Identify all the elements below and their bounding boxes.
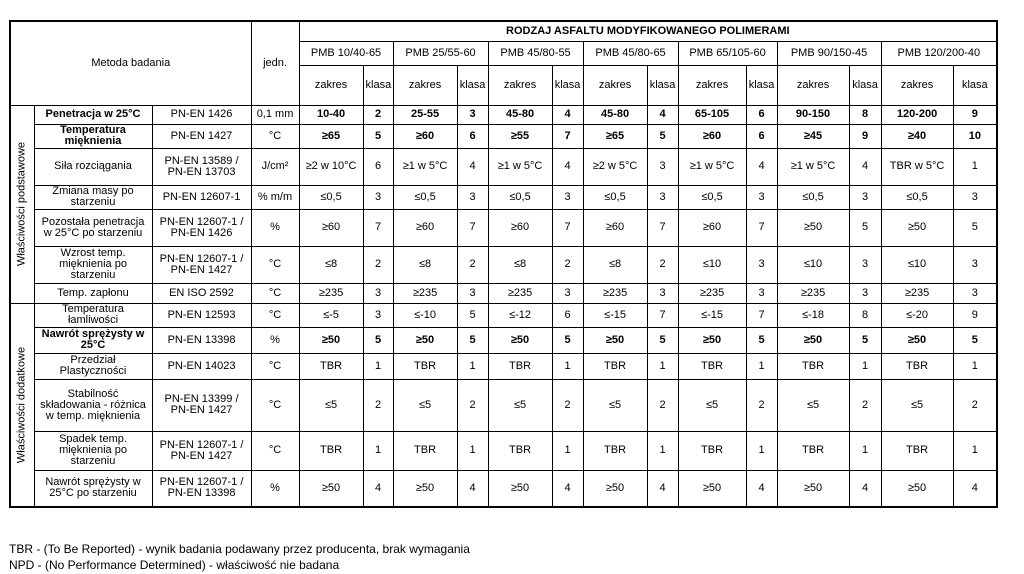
range-value: ≥50 — [393, 470, 457, 507]
class-value: 3 — [457, 105, 488, 124]
range-value: ≤-15 — [678, 303, 746, 327]
class-value: 1 — [552, 431, 583, 470]
class-value: 4 — [849, 148, 881, 185]
range-value: TBR — [678, 353, 746, 379]
test-standard: PN-EN 12607-1 / PN-EN 1426 — [152, 209, 251, 246]
range-value: ≤5 — [881, 379, 953, 431]
table-row — [10, 303, 997, 327]
range-value: ≤5 — [777, 379, 849, 431]
class-value: 5 — [363, 124, 393, 148]
range-value: ≤0,5 — [777, 185, 849, 209]
range-value: ≥60 — [393, 209, 457, 246]
class-value: 3 — [647, 283, 678, 303]
class-value: 3 — [849, 185, 881, 209]
range-value: ≥65 — [583, 124, 647, 148]
class-value: 3 — [746, 185, 777, 209]
class-subheader: klasa — [363, 65, 393, 105]
class-value: 4 — [647, 470, 678, 507]
class-value: 2 — [363, 246, 393, 283]
range-subheader: zakres — [583, 65, 647, 105]
class-value: 2 — [457, 379, 488, 431]
range-subheader: zakres — [393, 65, 457, 105]
range-value: ≥55 — [488, 124, 552, 148]
class-value: 3 — [953, 185, 997, 209]
class-value: 1 — [849, 353, 881, 379]
class-subheader: klasa — [953, 65, 997, 105]
range-value: TBR — [777, 431, 849, 470]
range-value: ≤0,5 — [488, 185, 552, 209]
unit: % — [251, 470, 299, 507]
range-value: ≥60 — [583, 209, 647, 246]
test-standard: PN-EN 12593 — [152, 303, 251, 327]
range-value: ≥235 — [777, 283, 849, 303]
class-value: 3 — [953, 246, 997, 283]
range-value: ≤10 — [678, 246, 746, 283]
range-value: 120-200 — [881, 105, 953, 124]
range-value: TBR — [881, 431, 953, 470]
range-value: ≥50 — [678, 327, 746, 353]
unit: % m/m — [251, 185, 299, 209]
class-value: 1 — [647, 431, 678, 470]
table-row — [10, 105, 997, 124]
range-value: ≥60 — [488, 209, 552, 246]
table-row — [10, 327, 997, 353]
class-value: 10 — [953, 124, 997, 148]
class-value: 1 — [363, 431, 393, 470]
range-value: ≥50 — [777, 470, 849, 507]
range-value: ≤0,5 — [881, 185, 953, 209]
test-standard: PN-EN 12607-1 / PN-EN 1427 — [152, 431, 251, 470]
class-value: 4 — [457, 470, 488, 507]
class-value: 1 — [746, 353, 777, 379]
table-row — [10, 124, 997, 148]
basic-properties-group-label: Właściwości podstawowe — [15, 141, 28, 267]
class-value: 1 — [953, 353, 997, 379]
range-value: ≥50 — [299, 470, 363, 507]
range-value: ≤10 — [881, 246, 953, 283]
range-value: ≥50 — [881, 470, 953, 507]
range-value: ≥65 — [299, 124, 363, 148]
unit-header: jedn. — [251, 21, 299, 105]
property-name: Pozostała penetracja w 25°C po starzeniu — [34, 209, 152, 246]
class-value: 1 — [363, 353, 393, 379]
asphalt-spec-table — [9, 20, 998, 508]
range-value: ≤5 — [583, 379, 647, 431]
class-value: 7 — [457, 209, 488, 246]
range-value: TBR — [488, 431, 552, 470]
class-value: 4 — [552, 105, 583, 124]
class-value: 2 — [746, 379, 777, 431]
range-value: ≥60 — [393, 124, 457, 148]
class-subheader: klasa — [849, 65, 881, 105]
class-value: 3 — [746, 283, 777, 303]
table-row — [10, 353, 997, 379]
range-value: ≥60 — [678, 124, 746, 148]
range-value: ≥1 w 5°C — [678, 148, 746, 185]
class-value: 6 — [552, 303, 583, 327]
class-value: 5 — [647, 124, 678, 148]
class-value: 1 — [457, 353, 488, 379]
range-value: 10-40 — [299, 105, 363, 124]
range-value: ≥2 w 5°C — [583, 148, 647, 185]
range-value: ≥235 — [488, 283, 552, 303]
range-value: ≤8 — [393, 246, 457, 283]
unit: °C — [251, 246, 299, 283]
class-value: 1 — [746, 431, 777, 470]
class-value: 1 — [953, 148, 997, 185]
class-value: 7 — [552, 124, 583, 148]
range-value: 90-150 — [777, 105, 849, 124]
table-row — [10, 185, 997, 209]
class-value: 2 — [647, 379, 678, 431]
range-subheader: zakres — [881, 65, 953, 105]
range-value: TBR — [881, 353, 953, 379]
test-standard: PN-EN 1427 — [152, 124, 251, 148]
range-value: TBR — [583, 431, 647, 470]
test-standard: PN-EN 13398 — [152, 327, 251, 353]
class-value: 5 — [849, 209, 881, 246]
unit: °C — [251, 353, 299, 379]
range-subheader: zakres — [678, 65, 746, 105]
class-value: 1 — [953, 431, 997, 470]
range-value: ≤5 — [299, 379, 363, 431]
unit: °C — [251, 124, 299, 148]
range-value: ≥60 — [299, 209, 363, 246]
range-value: TBR — [583, 353, 647, 379]
test-standard: PN-EN 13589 / PN-EN 13703 — [152, 148, 251, 185]
class-value: 3 — [746, 246, 777, 283]
range-value: 45-80 — [583, 105, 647, 124]
class-value: 1 — [647, 353, 678, 379]
class-value: 4 — [552, 148, 583, 185]
unit: °C — [251, 379, 299, 431]
test-standard: PN-EN 12607-1 — [152, 185, 251, 209]
range-value: ≤-10 — [393, 303, 457, 327]
class-value: 6 — [746, 124, 777, 148]
property-name: Penetracja w 25°C — [34, 105, 152, 124]
class-value: 1 — [849, 431, 881, 470]
range-value: ≥235 — [678, 283, 746, 303]
class-subheader: klasa — [457, 65, 488, 105]
class-value: 3 — [363, 283, 393, 303]
range-value: ≥1 w 5°C — [488, 148, 552, 185]
range-value: ≤8 — [299, 246, 363, 283]
table-row — [10, 431, 997, 470]
class-value: 4 — [953, 470, 997, 507]
table-row — [10, 148, 997, 185]
class-value: 6 — [457, 124, 488, 148]
class-value: 5 — [647, 327, 678, 353]
class-value: 3 — [552, 283, 583, 303]
range-value: TBR — [678, 431, 746, 470]
class-value: 2 — [552, 246, 583, 283]
class-value: 5 — [457, 303, 488, 327]
range-subheader: zakres — [777, 65, 849, 105]
range-value: 25-55 — [393, 105, 457, 124]
class-value: 4 — [457, 148, 488, 185]
table-row — [10, 246, 997, 283]
asphalt-type-header: PMB 10/40-65 — [299, 41, 393, 65]
additional-properties-group-label: Właściwości dodatkowe — [15, 346, 28, 463]
property-name: Temperatura łamliwości — [34, 303, 152, 327]
class-value: 3 — [849, 283, 881, 303]
class-value: 7 — [746, 303, 777, 327]
range-value: ≤10 — [777, 246, 849, 283]
class-value: 8 — [849, 105, 881, 124]
property-name: Wzrost temp. mięknienia po starzeniu — [34, 246, 152, 283]
property-name: Nawrót sprężysty w 25°C — [34, 327, 152, 353]
range-value: ≥40 — [881, 124, 953, 148]
property-name: Temp. zapłonu — [34, 283, 152, 303]
basic-properties-group — [10, 105, 34, 303]
class-value: 3 — [363, 185, 393, 209]
unit: 0,1 mm — [251, 105, 299, 124]
test-standard: PN-EN 1426 — [152, 105, 251, 124]
note-tbr: TBR - (To Be Reported) - wynik badania podawany przez producenta, brak wymagania — [9, 542, 470, 556]
asphalt-type-header: PMB 25/55-60 — [393, 41, 488, 65]
table-row — [10, 379, 997, 431]
range-value: ≥1 w 5°C — [777, 148, 849, 185]
class-value: 3 — [849, 246, 881, 283]
range-value: ≤5 — [393, 379, 457, 431]
range-value: ≤-12 — [488, 303, 552, 327]
class-value: 2 — [363, 105, 393, 124]
range-value: ≤-15 — [583, 303, 647, 327]
range-value: ≤0,5 — [583, 185, 647, 209]
range-value: TBR — [777, 353, 849, 379]
class-value: 2 — [363, 379, 393, 431]
range-value: ≥45 — [777, 124, 849, 148]
class-value: 4 — [363, 470, 393, 507]
property-name: Stabilność składowania - różnica w temp. mięknienia — [34, 379, 152, 431]
additional-properties-group — [10, 303, 34, 507]
class-value: 3 — [457, 283, 488, 303]
range-value: ≤0,5 — [393, 185, 457, 209]
range-value: TBR w 5°C — [881, 148, 953, 185]
class-value: 5 — [363, 327, 393, 353]
range-value: TBR — [393, 353, 457, 379]
range-value: ≥50 — [583, 470, 647, 507]
class-value: 9 — [849, 124, 881, 148]
test-standard: PN-EN 13399 / PN-EN 1427 — [152, 379, 251, 431]
class-value: 7 — [746, 209, 777, 246]
property-name: Temperatura mięknienia — [34, 124, 152, 148]
class-value: 8 — [849, 303, 881, 327]
class-value: 3 — [953, 283, 997, 303]
unit: J/cm² — [251, 148, 299, 185]
class-value: 4 — [746, 470, 777, 507]
class-value: 9 — [953, 303, 997, 327]
range-value: ≥50 — [488, 327, 552, 353]
range-value: ≤0,5 — [678, 185, 746, 209]
range-value: 45-80 — [488, 105, 552, 124]
note-npd: NPD - (No Performance Determined) - właściwość nie badana — [9, 558, 340, 572]
range-value: ≥50 — [299, 327, 363, 353]
range-subheader: zakres — [299, 65, 363, 105]
class-value: 5 — [849, 327, 881, 353]
range-value: ≤-5 — [299, 303, 363, 327]
class-value: 2 — [552, 379, 583, 431]
class-value: 6 — [746, 105, 777, 124]
range-value: 65-105 — [678, 105, 746, 124]
range-value: ≤8 — [488, 246, 552, 283]
range-value: ≤5 — [488, 379, 552, 431]
unit: °C — [251, 283, 299, 303]
range-value: TBR — [299, 353, 363, 379]
property-name: Zmiana masy po starzeniu — [34, 185, 152, 209]
range-value: ≤8 — [583, 246, 647, 283]
range-value: TBR — [299, 431, 363, 470]
class-value: 4 — [647, 105, 678, 124]
class-value: 7 — [363, 209, 393, 246]
range-value: ≥1 w 5°C — [393, 148, 457, 185]
asphalt-type-group-header: RODZAJ ASFALTU MODYFIKOWANEGO POLIMERAMI — [299, 21, 997, 41]
unit: % — [251, 209, 299, 246]
class-value: 3 — [363, 303, 393, 327]
range-value: ≤0,5 — [299, 185, 363, 209]
class-value: 4 — [552, 470, 583, 507]
class-value: 1 — [552, 353, 583, 379]
range-value: ≥235 — [393, 283, 457, 303]
range-value: ≤-20 — [881, 303, 953, 327]
range-value: ≥50 — [583, 327, 647, 353]
range-value: ≥50 — [678, 470, 746, 507]
asphalt-type-header: PMB 45/80-55 — [488, 41, 583, 65]
test-standard: EN ISO 2592 — [152, 283, 251, 303]
range-value: ≥50 — [881, 209, 953, 246]
class-subheader: klasa — [552, 65, 583, 105]
table-row — [10, 209, 997, 246]
property-name: Przedział Plastyczności — [34, 353, 152, 379]
class-value: 3 — [457, 185, 488, 209]
unit: °C — [251, 303, 299, 327]
range-value: ≥235 — [299, 283, 363, 303]
class-value: 7 — [647, 209, 678, 246]
method-header: Metoda badania — [10, 21, 251, 105]
class-value: 7 — [647, 303, 678, 327]
range-value: ≥50 — [881, 327, 953, 353]
class-value: 7 — [552, 209, 583, 246]
asphalt-type-header: PMB 90/150-45 — [777, 41, 881, 65]
class-value: 5 — [457, 327, 488, 353]
class-value: 2 — [953, 379, 997, 431]
property-name: Nawrót sprężysty w 25°C po starzeniu — [34, 470, 152, 507]
test-standard: PN-EN 14023 — [152, 353, 251, 379]
class-value: 3 — [647, 185, 678, 209]
class-value: 5 — [552, 327, 583, 353]
class-value: 2 — [647, 246, 678, 283]
asphalt-type-header: PMB 65/105-60 — [678, 41, 777, 65]
range-value: ≥50 — [393, 327, 457, 353]
class-value: 3 — [552, 185, 583, 209]
class-subheader: klasa — [647, 65, 678, 105]
range-value: ≥235 — [583, 283, 647, 303]
class-value: 9 — [953, 105, 997, 124]
property-name: Siła rozciągania — [34, 148, 152, 185]
class-value: 5 — [953, 327, 997, 353]
range-value: ≥50 — [488, 470, 552, 507]
property-name: Spadek temp. mięknienia po starzeniu — [34, 431, 152, 470]
range-value: ≥50 — [777, 327, 849, 353]
range-value: ≥50 — [777, 209, 849, 246]
class-value: 5 — [953, 209, 997, 246]
class-value: 3 — [647, 148, 678, 185]
class-value: 6 — [363, 148, 393, 185]
unit: °C — [251, 431, 299, 470]
range-subheader: zakres — [488, 65, 552, 105]
class-value: 4 — [746, 148, 777, 185]
class-value: 5 — [746, 327, 777, 353]
class-value: 1 — [457, 431, 488, 470]
asphalt-type-header: PMB 120/200-40 — [881, 41, 997, 65]
class-value: 2 — [457, 246, 488, 283]
cropped-caption — [60, 0, 660, 7]
table-row — [10, 470, 997, 507]
range-value: ≥235 — [881, 283, 953, 303]
asphalt-type-header: PMB 45/80-65 — [583, 41, 678, 65]
class-value: 2 — [849, 379, 881, 431]
table-row — [10, 283, 997, 303]
range-value: ≤5 — [678, 379, 746, 431]
range-value: ≥60 — [678, 209, 746, 246]
unit: % — [251, 327, 299, 353]
class-value: 4 — [849, 470, 881, 507]
class-subheader: klasa — [746, 65, 777, 105]
test-standard: PN-EN 12607-1 / PN-EN 1427 — [152, 246, 251, 283]
test-standard: PN-EN 12607-1 / PN-EN 13398 — [152, 470, 251, 507]
range-value: TBR — [393, 431, 457, 470]
range-value: ≥2 w 10°C — [299, 148, 363, 185]
range-value: TBR — [488, 353, 552, 379]
range-value: ≤-18 — [777, 303, 849, 327]
